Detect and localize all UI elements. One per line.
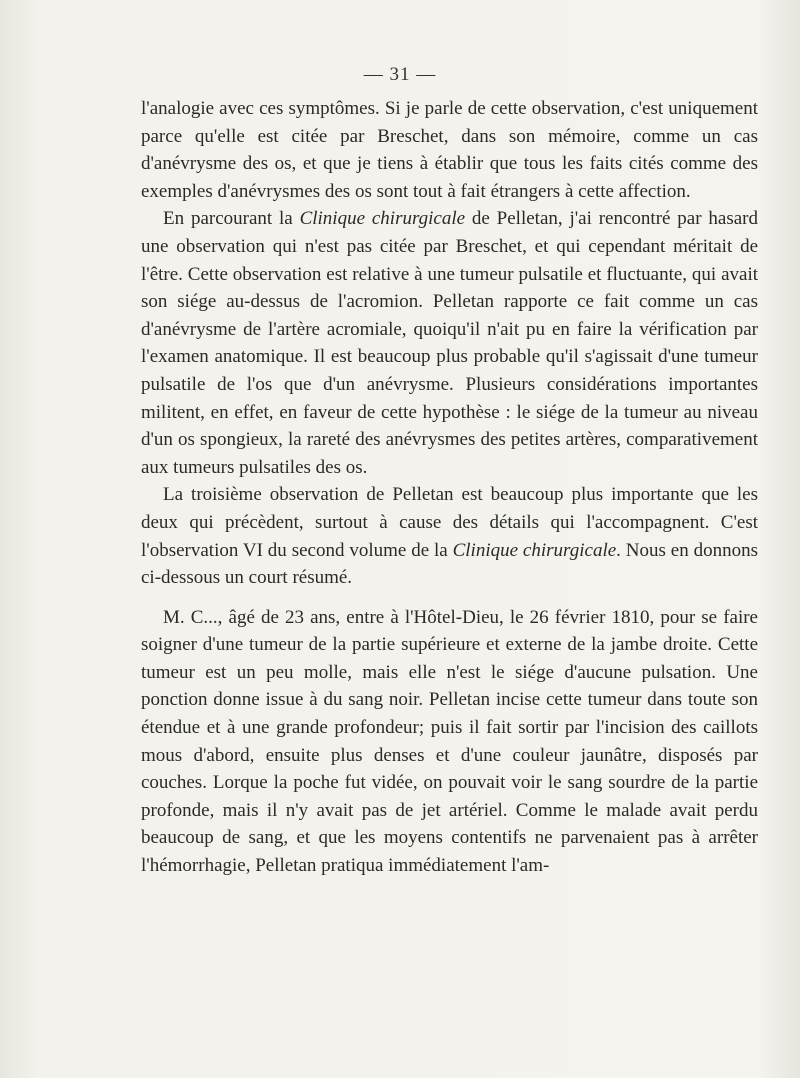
paragraph-text: La troisième observation de Pelletan est beaucoup plus importante que les deux qui précèdent, surtout à cause des détails qui l'accompagnent. C'est l'observation VI du second volume de la [141,484,758,561]
page-number: — 31 — [363,64,437,85]
paragraph-text: . Nous en donnons ci-dessous un court résumé. [141,539,758,589]
paragraph-text: l'analogie avec ces symptômes. Si je parle de cette observation, c'est uniquement parce qu'elle est citée par Breschet, dans son mémoire, comme un cas d'anévrysme des os, et que je tiens à établir que tous les faits cités comme des exemples d'anévrysmes des os sont tout à fait étrangers à cette affection. [141,98,758,202]
body-text [141,95,758,880]
paragraph [141,205,758,481]
paragraph [141,481,758,591]
book-title: Clinique chirurgicale [452,539,617,561]
case-summary-paragraph [141,604,758,880]
paragraph-text: de Pelletan, j'ai rencontré par hasard une observation qui n'est pas citée par Breschet, et qui cependant méritait de l'être. Cette observation est relative à une tumeur pulsatile et fluctuante, qui avait son siége au-dessus de l'acromion. Pelletan rapporte ce fait comme un cas d'anévrysme de l'artère acromiale, quoiqu'il n'ait pu en faire la vérification par l'examen anatomique. Il est beaucoup plus probable qu'il s'agissait d'une tumeur pulsatile de l'os que d'un anévrysme. Plusieurs considérations importantes militent, en effet, en faveur de cette hypothèse : le siége de la tumeur au niveau d'un os spongieux, la rareté des anévrysmes des petites artères, comparativement aux tumeurs pulsatiles des os. [141,208,758,478]
paragraph-text: En parcourant la [163,208,300,230]
book-title: Clinique chirurgicale [299,208,466,230]
paragraph-text: M. C..., âgé de 23 ans, entre à l'Hôtel-Dieu, le 26 février 1810, pour se faire soigner d'une tumeur de la partie supérieure et externe de la jambe droite. Cette tumeur est un peu molle, mais elle n'est le siége d'aucune pulsation. Une ponction donne issue à du sang noir. Pelletan incise cette tumeur dans toute son étendue et à une grande profondeur; puis il fait sortir par l'incision des caillots mous d'abord, ensuite plus denses et d'une couleur jaunâtre, disposés par couches. Lorque la poche fut vidée, on pouvait voir le sang sourdre de la partie profonde, mais il n'y avait pas de jet artériel. Comme le malade avait perdu beaucoup de sang, et que les moyens contentifs ne parvenaient pas à arrêter l'hémorrhagie, Pelletan pratiqua immédiatement l'am- [141,606,758,877]
paragraph [141,95,758,205]
